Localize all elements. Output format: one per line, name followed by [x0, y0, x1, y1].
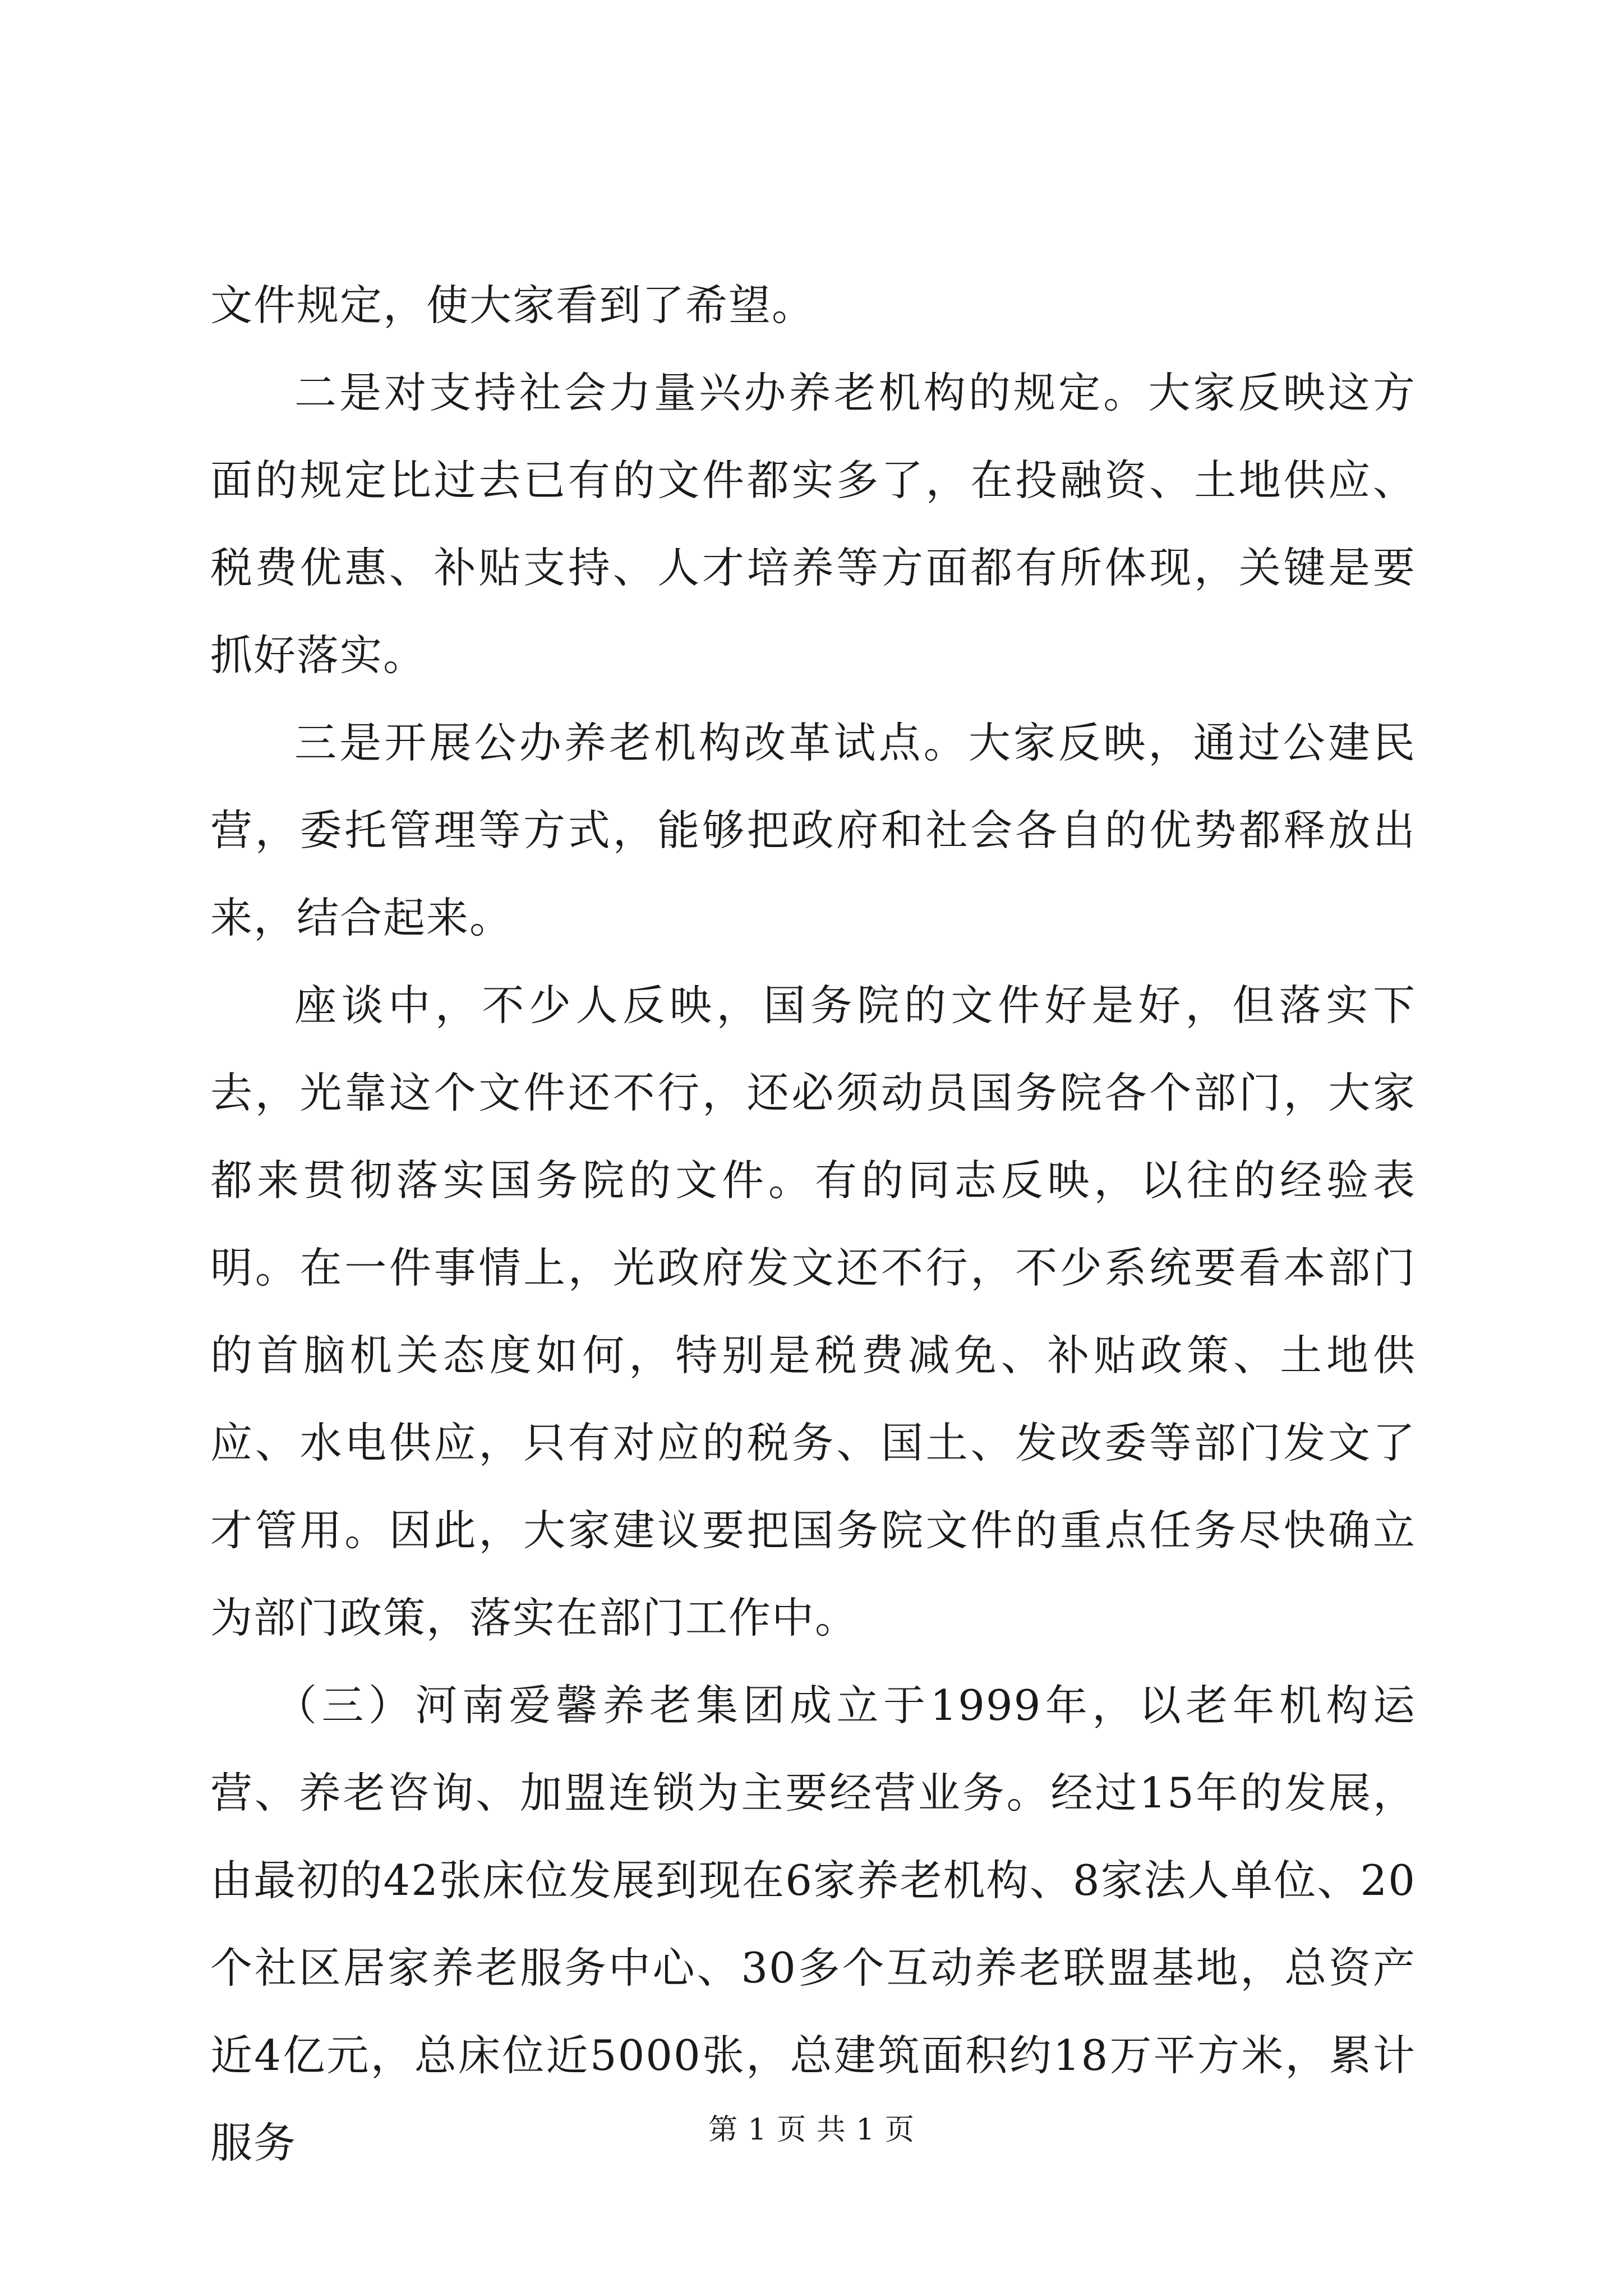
paragraph-point-three: 三是开展公办养老机构改革试点。大家反映，通过公建民营，委托管理等方式，能够把政府和社会各自的优势都释放出来，结合起来。: [210, 718, 1416, 942]
paragraph-continuation: 文件规定，使大家看到了希望。: [210, 280, 815, 330]
document-body: [210, 261, 1416, 2187]
paragraph-point-two: 二是对支持社会力量兴办养老机构的规定。大家反映这方面的规定比过去已有的文件都实多了，在投融资、土地供应、税费优惠、补贴支持、人才培养等方面都有所体现，关键是要抓好落实。: [210, 368, 1416, 680]
paragraph-symposium: 座谈中，不少人反映，国务院的文件好是好，但落实下去，光靠这个文件还不行，还必须动员国务院各个部门，大家都来贯彻落实国务院的文件。有的同志反映，以往的经验表明。在一件事情上，光政府发文还不行，不少系统要看本部门的首脑机关态度如何，特别是税费减免、补贴政策、土地供应、水电供应，只有对应的税务、国土、发改委等部门发文了才管用。因此，大家建议要把国务院文件的重点任务尽快确立为部门政策，落实在部门工作中。: [210, 981, 1416, 1642]
page-footer: 第 1 页 共 1 页: [708, 2113, 915, 2147]
paragraph-section-three: （三）河南爱馨养老集团成立于1999年，以老年机构运营、养老咨询、加盟连锁为主要经营业务。经过15年的发展，由最初的42张床位发展到现在6家养老机构、8家法人单位、20个社区居家养老服务中心、30多个互动养老联盟基地，总资产近4亿元，总床位近5000张，总建筑面积约18万平方米，累计服务: [210, 1681, 1416, 2168]
